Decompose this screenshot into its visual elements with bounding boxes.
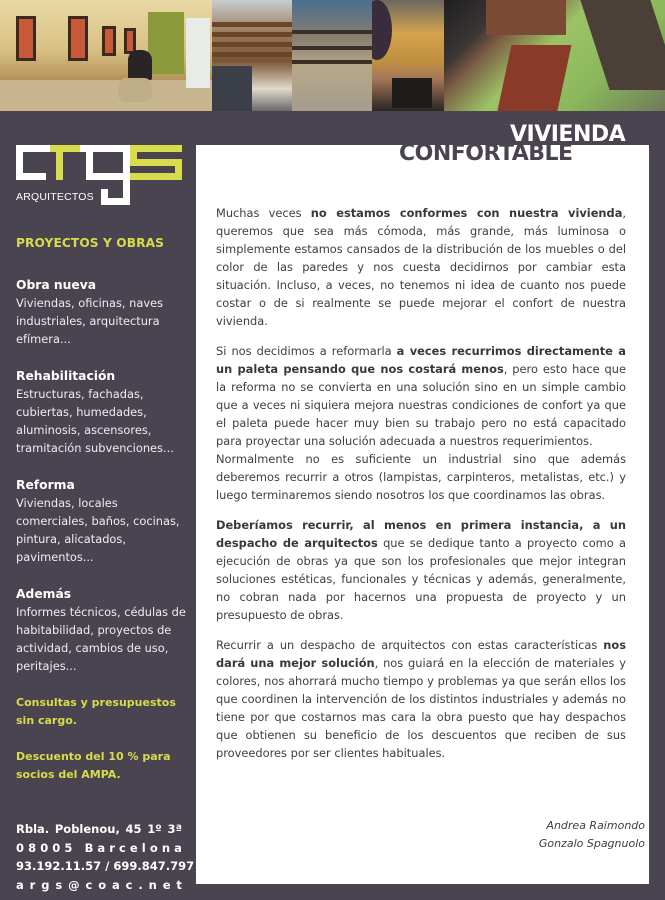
paragraph-2: Si nos decidimos a reformarla a veces recurrimos directamente a un paleta pensando que nos costará menos, pero esto hace que la reforma no se convierta en una solución sino en un simple cambio que a veces ni siquiera mejora nuestras condiciones de confort ya que el paleta puede hacer muy bien su trabajo pero no está capacitado para proyectar una solución adecuada a nuestros requerimientos. bbox=[216, 344, 626, 448]
service-description: Estructuras, fachadas, cubiertas, humedades, aluminosis, ascensores, tramitación subvenciones... bbox=[16, 387, 174, 455]
loft-beams-photo bbox=[212, 0, 292, 111]
contact-address: Rbla. Poblenou, 45 1º 3ª bbox=[16, 822, 182, 836]
paragraph-4: Deberíamos recurrir, al menos en primera instancia, a un despacho de arquitectos que se dedique tanto a proyecto como a ejecución de obras ya que son los profesionales que mejor integran soluciones estéticas, funcionales y técnicas y además, generalmente, no cobran nada por hacernos una propuesta de proyecto y un presupuesto de obras. bbox=[216, 518, 626, 622]
title-line-1: VIVIENDA bbox=[510, 122, 626, 147]
promo-ampa-discount: Descuento del 10 % para socios del AMPA. bbox=[16, 750, 171, 781]
service-obra-nueva bbox=[16, 276, 188, 348]
contact-block bbox=[16, 820, 195, 894]
paragraph-3: Normalmente no es suficiente un industrial sino que además deberemos recurrir a otros (lampistas, carpinteros, metalistas, etc.) y luego terminaremos siendo nosotros los que coordinamos las obras. bbox=[216, 452, 626, 502]
landscape-render-photo bbox=[444, 0, 665, 111]
courtyard-renovation-photo bbox=[292, 0, 372, 111]
service-description: Viviendas, oficinas, naves industriales, arquitectura efímera... bbox=[16, 296, 164, 346]
service-ademas bbox=[16, 585, 188, 675]
contact-email[interactable]: a r g s @ c o a c . n e t bbox=[16, 877, 182, 892]
service-title: Rehabilitación bbox=[16, 369, 116, 383]
sidebar bbox=[16, 236, 188, 781]
service-description: Informes técnicos, cédulas de habitabilidad, proyectos de actividad, cambios de uso, peritajes... bbox=[16, 605, 186, 673]
contact-city: 0 8 0 0 5 B a r c e l o n a bbox=[16, 840, 182, 855]
promo-free-quotes: Consultas y presupuestos sin cargo. bbox=[16, 696, 176, 727]
service-title: Reforma bbox=[16, 478, 75, 492]
author-name: Gonzalo Spagnuolo bbox=[538, 837, 645, 850]
article-authors bbox=[445, 817, 645, 853]
service-rehabilitacion bbox=[16, 367, 188, 457]
header-photo-strip bbox=[0, 0, 665, 111]
office-interior-photo bbox=[0, 0, 212, 111]
service-description: Viviendas, locales comerciales, baños, cocinas, pintura, alicatados, pavimentos... bbox=[16, 496, 180, 564]
author-name: Andrea Raimondo bbox=[546, 819, 645, 832]
article-body bbox=[216, 204, 626, 774]
service-title: Además bbox=[16, 587, 72, 601]
sidebar-heading: PROYECTOS Y OBRAS bbox=[16, 236, 165, 250]
logo-subtitle: ARQUITECTOS bbox=[16, 191, 94, 203]
paragraph-5: Recurrir a un despacho de arquitectos con estas características nos dará una mejor solución, nos guiará en la elección de materiales y colores, nos ahorrará mucho tiempo y problemas ya que serán ellos los que coordinen la intervención de los distintos industriales y además no tiene por que costarnos mas cara la obra puesto que hay despachos que obtienen su beneficio de los descuentos que reciben de sus proveedores por ser clientes habituales. bbox=[216, 638, 626, 760]
paragraph-1: Muchas veces no estamos conformes con nuestra vivienda, queremos que sea más cómoda, más grande, más luminosa o simplemente estamos cansados de la distribución de los muebles o del color de las paredes y nos cuesta decidirnos por cambiar esta situación. Incluso, a veces, no tenemos ni idea de cuanto nos puede costar o de si realmente se puede mejorar el confort de nuestra vivienda. bbox=[216, 206, 627, 328]
service-reforma bbox=[16, 476, 188, 566]
contact-phones[interactable]: 93.192.11.57 / 699.847.797 bbox=[16, 859, 195, 873]
facade-photo bbox=[372, 0, 444, 111]
title-line-2: CONFORTABLE bbox=[399, 141, 573, 166]
service-title: Obra nueva bbox=[16, 278, 97, 292]
